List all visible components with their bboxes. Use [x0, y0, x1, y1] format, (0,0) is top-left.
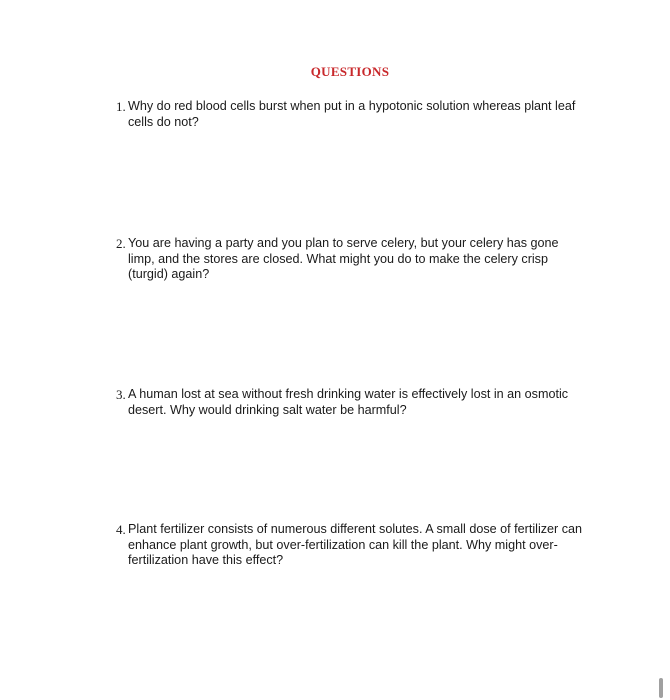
question-text: Why do red blood cells burst when put in a hypotonic solution whereas plant leaf cells do not? [128, 99, 576, 129]
question-text: A human lost at sea without fresh drinking water is effectively lost in an osmotic desert. Why would drinking salt water be harmful? [128, 387, 569, 417]
question-number: 1. [116, 99, 126, 114]
question-1 [116, 99, 586, 130]
question-4 [116, 522, 586, 569]
question-number: 2. [116, 236, 126, 251]
question-2 [116, 236, 586, 283]
question-text: You are having a party and you plan to serve celery, but your celery has gone limp, and the stores are closed. What might you do to make the celery crisp (turgid) again? [128, 236, 559, 281]
question-text: Plant fertilizer consists of numerous different solutes. A small dose of fertilizer can enhance plant growth, but over-fertilization can kill the plant. Why might over-fertilization have this effect? [128, 522, 583, 567]
question-number: 3. [116, 387, 126, 402]
scrollbar-thumb[interactable] [659, 678, 663, 698]
question-3 [116, 387, 586, 418]
question-number: 4. [116, 522, 126, 537]
page-title: QUESTIONS [310, 64, 390, 79]
